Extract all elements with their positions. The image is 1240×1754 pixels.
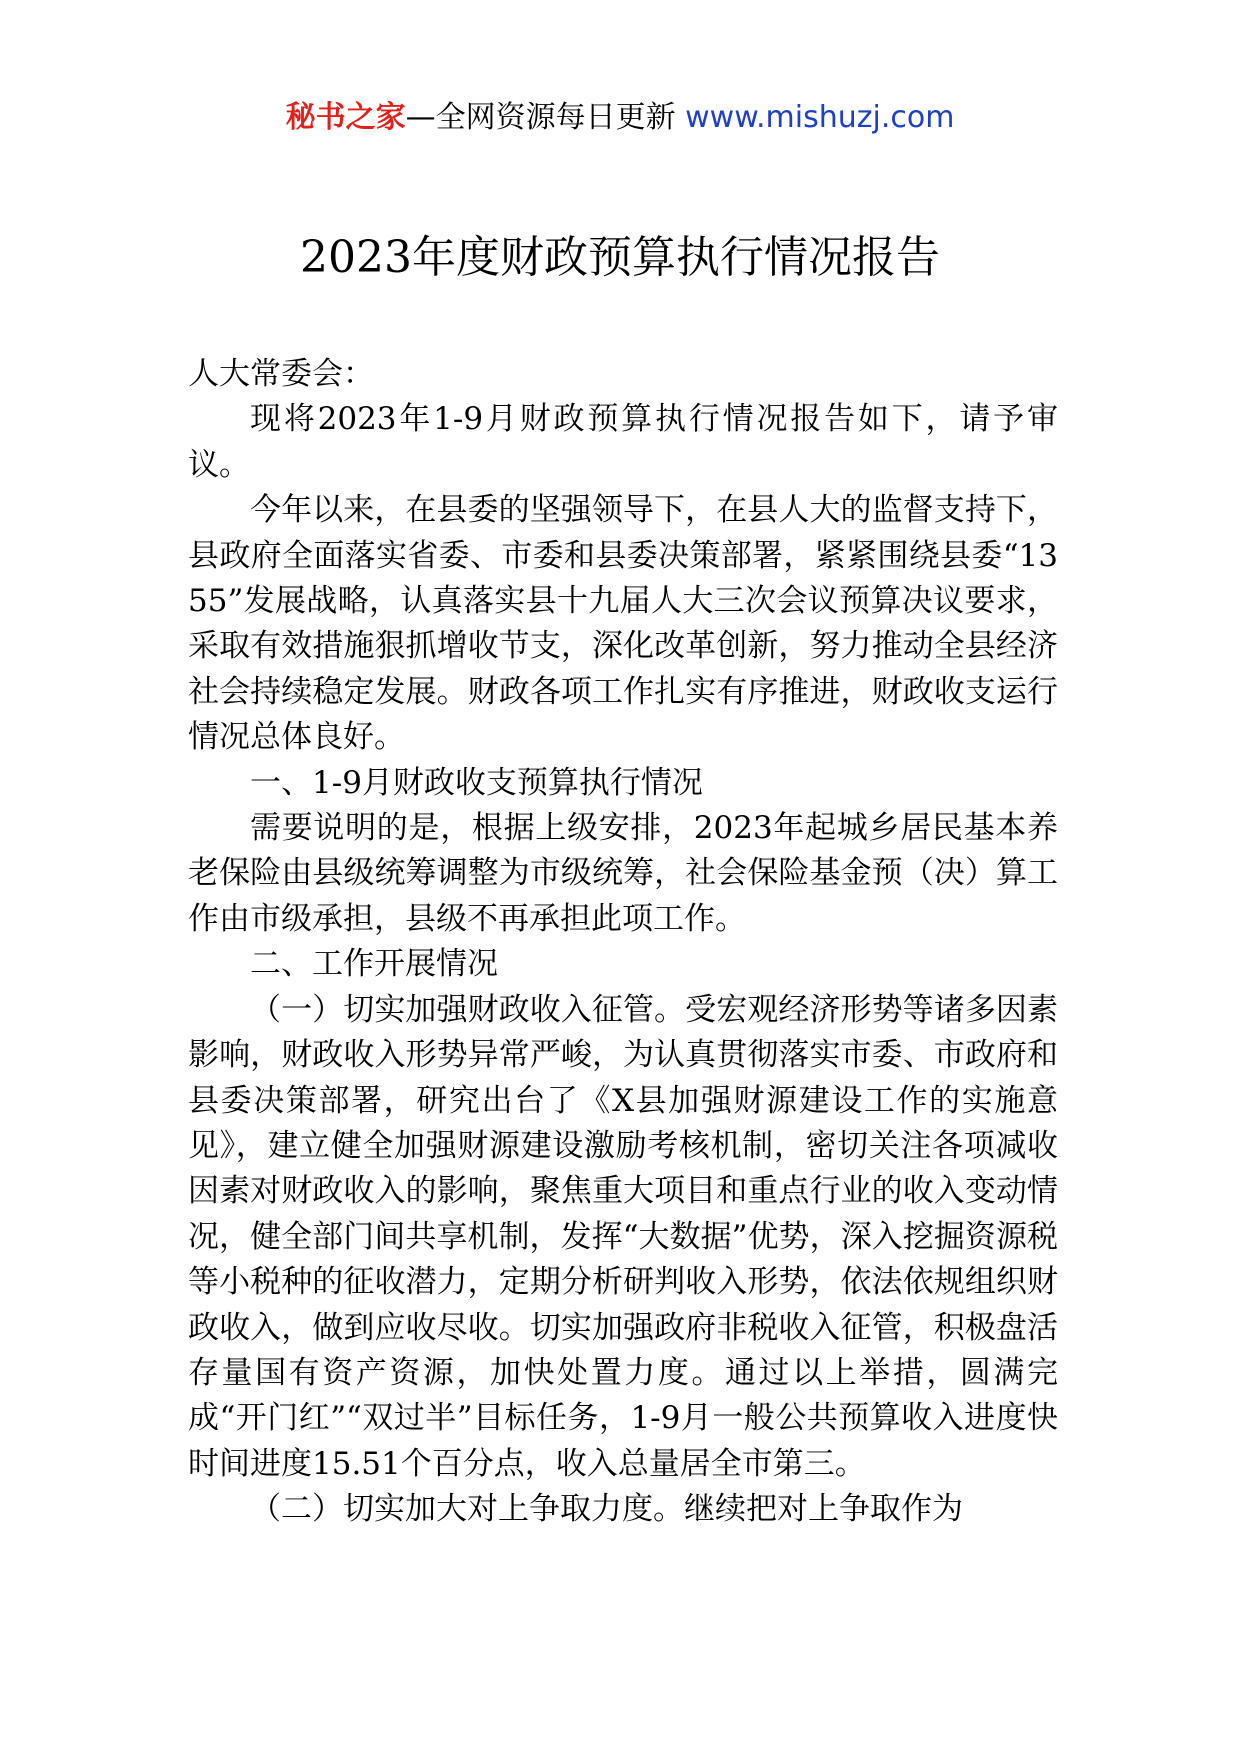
site-brand: 秘书之家 xyxy=(285,100,406,135)
paragraph-note: 需要说明的是，根据上级安排，2023年起城乡居民基本养老保险由县级统筹调整为市级统筹，社会保险基金预（决）算工作由市级承担，县级不再承担此项工作。 xyxy=(188,810,1058,937)
section-heading-2: 二、工作开展情况 xyxy=(250,946,498,983)
paragraph-funding: （二）切实加大对上争取力度。继续把对上争取作为 xyxy=(250,1491,963,1528)
site-header xyxy=(0,98,1240,138)
section-heading-1: 一、1-9月财政收支预算执行情况 xyxy=(250,764,703,801)
document-body xyxy=(188,352,1058,1533)
document-title: 2023年度财政预算执行情况报告 xyxy=(300,232,940,283)
salutation: 人大常委会： xyxy=(188,356,374,392)
site-tagline: —全网资源每日更新 xyxy=(405,100,686,135)
paragraph-revenue: （一）切实加强财政收入征管。受宏观经济形势等诸多因素影响，财政收入形势异常严峻，为认真贯彻落实市委、市政府和县委决策部署，研究出台了《X县加强财源建设工作的实施意见》，建立健全加强财源建设激励考核机制，密切关注各项减收因素对财政收入的影响，聚焦重大项目和重点行业的收入变动情况，健全部门间共享机制，发挥“大数据”优势，深入挖掘资源税等小税种的征收潜力，定期分析研判收入形势，依法依规组织财政收入，做到应收尽收。切实加强政府非税收入征管，积极盘活存量国有资产资源，加快处置力度。通过以上举措，圆满完成“开门红”“双过半”目标任务，1-9月一般公共预算收入进度快时间进度15.51个百分点，收入总量居全市第三。 xyxy=(188,991,1058,1482)
site-url-link[interactable]: www.mishuzj.com xyxy=(685,100,955,135)
paragraph-overview: 今年以来，在县委的坚强领导下，在县人大的监督支持下，县政府全面落实省委、市委和县委决策部署，紧紧围绕县委“1355”发展战略，认真落实县十九届人大三次会议预算决议要求，采取有效措施狠抓增收节支，深化改革创新，努力推动全县经济社会持续稳定发展。财政各项工作扎实有序推进，财政收支运行情况总体良好。 xyxy=(188,492,1058,756)
paragraph-intro: 现将2023年1-9月财政预算执行情况报告如下，请予审议。 xyxy=(188,401,1058,483)
